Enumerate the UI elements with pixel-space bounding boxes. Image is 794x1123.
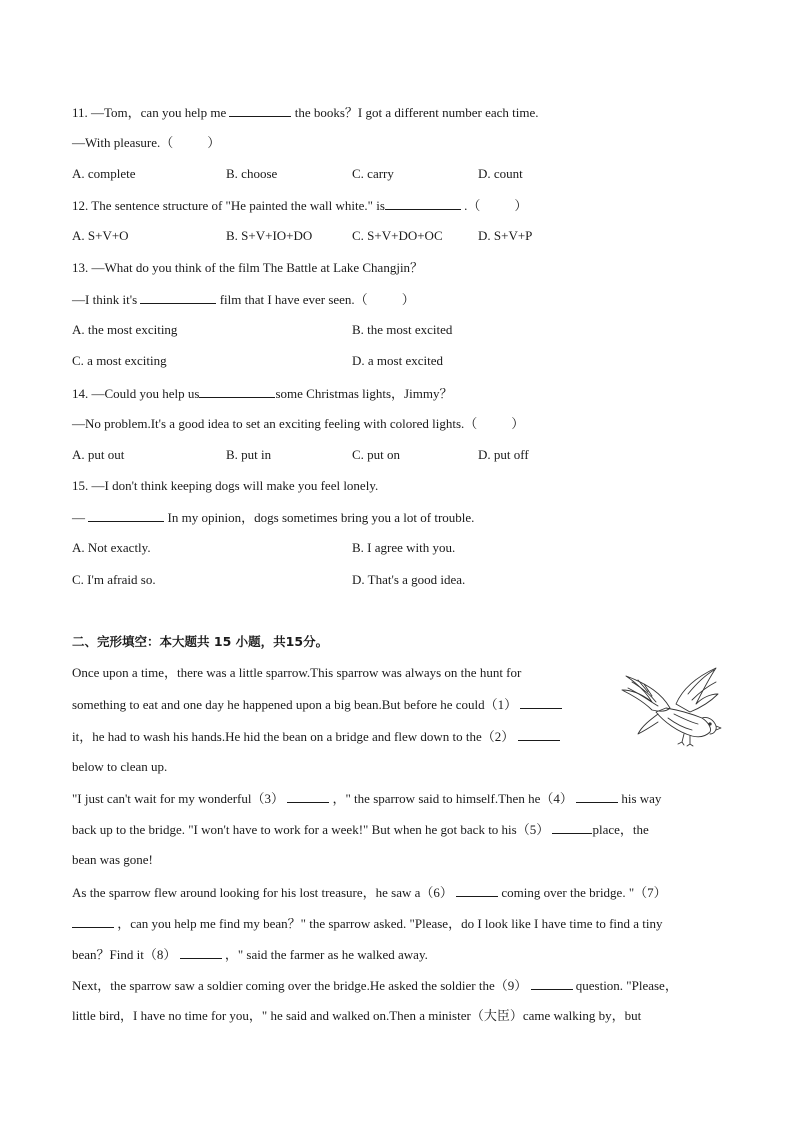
passage-line: something to eat and one day he happened upon a big bean.But before he could（1） [72, 695, 562, 714]
answer-blank[interactable] [229, 103, 291, 117]
passage-line: bean was gone! [72, 852, 153, 867]
option-b[interactable]: B. I agree with you. [352, 540, 456, 555]
passage-line: it，he had to wash his hands.He hid the bean on a bridge and flew down to the（2） [72, 727, 560, 746]
option-b[interactable]: B. put in [226, 447, 272, 462]
cloze-blank-7[interactable] [72, 914, 114, 928]
question-14-reply: —No problem.It's a good idea to set an exciting feeling with colored lights.（ ） [72, 416, 525, 431]
option-a[interactable]: A. S+V+O [72, 228, 129, 243]
question-15-reply: — In my opinion，dogs sometimes bring you a lot of trouble. [72, 510, 475, 525]
answer-blank[interactable] [88, 508, 164, 522]
option-c[interactable]: C. S+V+DO+OC [352, 228, 443, 243]
passage-line: Next，the sparrow saw a soldier coming over the bridge.He asked the soldier the（9） question. "Please， [72, 978, 678, 993]
option-c[interactable]: C. a most exciting [72, 353, 167, 368]
question-13-reply: —I think it's film that I have ever seen.（ ） [72, 292, 415, 307]
passage-line: As the sparrow flew around looking for his lost treasure，he saw a（6） coming over the bridge. "（7） [72, 885, 667, 900]
option-d[interactable]: D. put off [478, 447, 529, 462]
cloze-blank-3[interactable] [287, 789, 329, 803]
cloze-blank-1[interactable] [520, 695, 562, 709]
passage-line: little bird，I have no time for you，" he said and walked on.Then a minister（大臣）came walking by，but [72, 1008, 642, 1023]
cloze-blank-4[interactable] [576, 789, 618, 803]
section-2-title: 二、完形填空：本大题共 15 小题，共15分。 [72, 634, 329, 649]
passage-line: "I just can't wait for my wonderful（3） ，" the sparrow said to himself.Then he（4） his way [72, 791, 662, 806]
option-d[interactable]: D. That's a good idea. [352, 572, 466, 587]
passage-line: back up to the bridge. "I won't have to work for a week!" But when he got back to his（5） place，the [72, 822, 649, 837]
question-12-stem: 12. The sentence structure of "He painted the wall white." is .（ ） [72, 198, 528, 213]
option-d[interactable]: D. S+V+P [478, 228, 533, 243]
passage-line: bean？Find it（8） ，" said the farmer as he walked away. [72, 947, 428, 962]
question-15-stem: 15. —I don't think keeping dogs will make you feel lonely. [72, 478, 379, 493]
option-c[interactable]: C. I'm afraid so. [72, 572, 156, 587]
option-a[interactable]: A. the most exciting [72, 322, 178, 337]
cloze-blank-5[interactable] [552, 820, 592, 834]
question-11-reply: —With pleasure.（ ） [72, 135, 221, 150]
option-c[interactable]: C. put on [352, 447, 401, 462]
option-b[interactable]: B. the most excited [352, 322, 453, 337]
question-13-stem: 13. —What do you think of the film The Battle at Lake Changjin？ [72, 260, 424, 275]
passage-line: ，can you help me find my bean？" the sparrow asked. "Please，do I look like I have time to find a tiny [72, 914, 663, 933]
option-c[interactable]: C. carry [352, 166, 394, 181]
cloze-blank-8[interactable] [180, 945, 222, 959]
option-b[interactable]: B. S+V+IO+DO [226, 228, 313, 243]
option-a[interactable]: A. put out [72, 447, 125, 462]
question-11-stem: 11. —Tom，can you help me the books？I got a different number each time. [72, 105, 539, 120]
answer-blank[interactable] [199, 384, 275, 398]
answer-blank[interactable] [385, 196, 461, 210]
sparrow-illustration-icon [618, 664, 722, 748]
option-d[interactable]: D. count [478, 166, 523, 181]
question-14-stem: 14. —Could you help us some Christmas lights，Jimmy？ [72, 386, 453, 401]
cloze-blank-2[interactable] [518, 727, 560, 741]
option-a[interactable]: A. Not exactly. [72, 540, 151, 555]
option-d[interactable]: D. a most excited [352, 353, 443, 368]
cloze-blank-6[interactable] [456, 883, 498, 897]
option-a[interactable]: A. complete [72, 166, 136, 181]
cloze-blank-9[interactable] [531, 976, 573, 990]
answer-blank[interactable] [140, 290, 216, 304]
passage-line: below to clean up. [72, 759, 168, 774]
passage-line: Once upon a time，there was a little sparrow.This sparrow was always on the hunt for [72, 665, 522, 680]
option-b[interactable]: B. choose [226, 166, 278, 181]
